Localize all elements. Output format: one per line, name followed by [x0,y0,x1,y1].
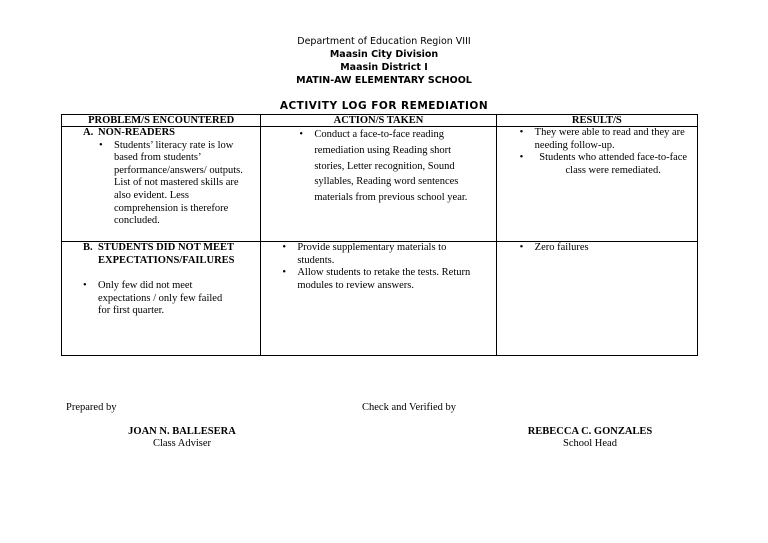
column-header-results: RESULT/S [496,115,697,127]
problem-heading [83,127,260,140]
list-item [282,242,482,267]
bullet-text: Only few did not meet expectations / only few failed for first quarter. [98,280,223,317]
verifier-role: School Head [563,438,617,449]
preparer-role: Class Adviser [152,438,212,449]
header-division: Maasin City Division [329,49,439,60]
problem-label: A. [83,127,94,138]
list-item [299,127,479,206]
header-district: Maasin District I [340,62,428,73]
bullet-text: Allow students to retake the tests. Return modules to review answers. [297,267,471,291]
result-bullet-list [519,242,685,255]
bullet-icon: • [282,267,286,279]
problem-bullet-list [99,139,254,228]
bullet-icon: • [282,242,286,253]
bullet-icon: • [99,139,103,151]
bullet-text: Students who attended face-to-face class were remediated. [539,152,688,176]
table-row [62,242,698,356]
result-bullet-list [519,127,692,177]
action-bullet-list [282,242,482,292]
bullet-icon: • [299,129,303,140]
bullet-text: Zero failures [534,242,589,253]
result-cell [496,127,697,242]
header-school: MATIN-AW ELEMENTARY SCHOOL [296,75,472,86]
problem-label: B. [83,242,93,253]
action-cell [261,127,496,242]
bullet-icon: • [83,280,87,292]
problem-title: NON-READERS [98,127,176,138]
table-row [62,127,698,242]
document-title: ACTIVITY LOG FOR REMEDIATION [279,100,489,112]
problem-heading [83,242,260,267]
problem-cell [62,242,261,356]
result-cell [496,242,697,356]
list-item [519,127,692,152]
bullet-icon: • [519,127,524,138]
list-item [519,152,692,177]
header-department: Department of Education Region VIII [297,36,471,47]
verified-by-label: Check and Verified by [362,402,456,413]
problem-cell [62,127,261,242]
column-header-problems: PROBLEM/S ENCOUNTERED [62,115,261,127]
preparer-name: JOAN N. BALLESERA [128,426,236,437]
bullet-icon: • [519,242,524,253]
bullet-icon: • [519,152,524,164]
bullet-text: Conduct a face-to-face reading remediation using Reading short stories, Letter recognition, Sound syllables, Reading word sentences materials from previous school year. [314,129,468,204]
list-item [99,139,254,228]
activity-log-table [61,114,698,356]
verifier-name: REBECCA C. GONZALES [527,426,653,437]
table-header-row [62,115,698,127]
column-header-actions: ACTION/S TAKEN [261,115,496,127]
bullet-text: Provide supplementary materials to students. [297,242,447,266]
bullet-text: They were able to read and they are needing follow-up. [534,127,685,151]
problem-bullet-list [83,280,228,318]
prepared-by-label: Prepared by [66,402,117,413]
action-cell [261,242,496,356]
bullet-text: Students’ literacy rate is low based from students’ performance/answers/ outputs. List of not mastered skills are also evident. Less comprehension is therefore concluded. [114,139,243,227]
list-item [83,280,228,318]
list-item [282,267,482,292]
problem-title: STUDENTS DID NOT MEET EXPECTATIONS/FAILURES [98,242,235,266]
list-item [519,242,685,255]
action-bullet-list [299,127,479,206]
